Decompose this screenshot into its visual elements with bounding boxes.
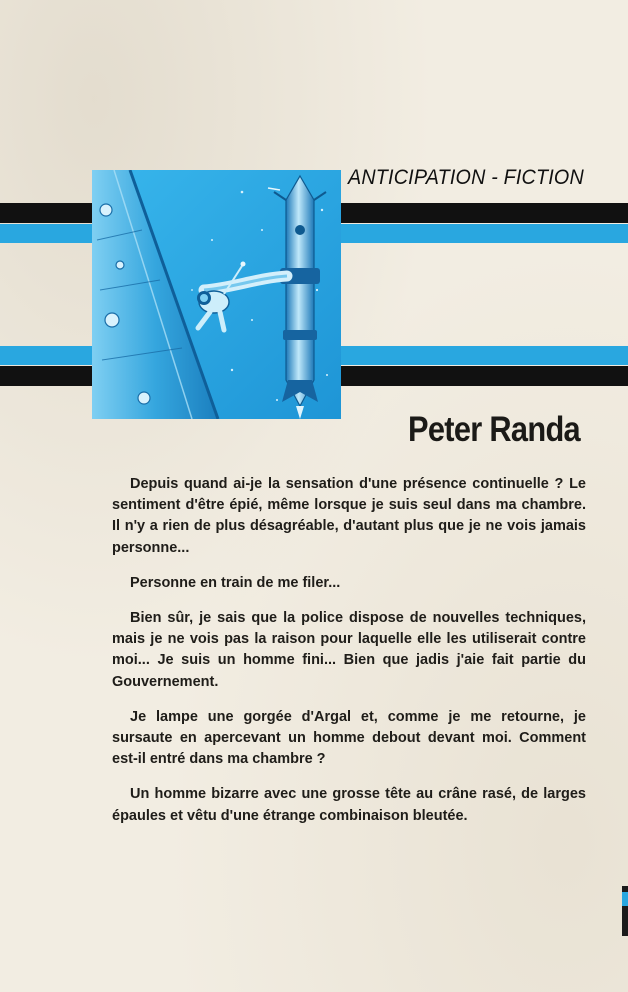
blurb-paragraph-1: Depuis quand ai-je la sensation d'une présence continuelle ? Le sentiment d'être épié, même lorsque je suis seul dans ma chambre. Il n'y a rien de plus désagréable, d'autant plus que je ne vois jamais personne... [112,476,586,556]
blurb-text [112,474,586,841]
blurb-paragraph-5: Un homme bizarre avec une grosse tête au crâne rasé, de larges épaules et vêtu d'une étrange combinaison bleutée. [112,786,586,824]
author-name: Peter Randa [408,410,580,449]
astronaut-spacewalk-illustration [92,170,341,419]
spine-edge-mark [622,886,628,936]
blurb-paragraph-2: Personne en train de me filer... [130,574,341,591]
blurb-paragraph-3: Bien sûr, je sais que la police dispose de nouvelles techniques, mais je ne vois pas la raison pour laquelle elle les utiliserait contre moi... Je suis un homme fini... Bien que jadis j'aie fait partie du Gouvernement. [112,610,586,690]
collection-title: ANTICIPATION - FICTION [348,166,584,189]
blurb-paragraph-4: Je lampe une gorgée d'Argal et, comme je me retourne, je sursaute en apercevant un homme debout devant moi. Comment est-il entré dans ma chambre ? [112,708,586,768]
